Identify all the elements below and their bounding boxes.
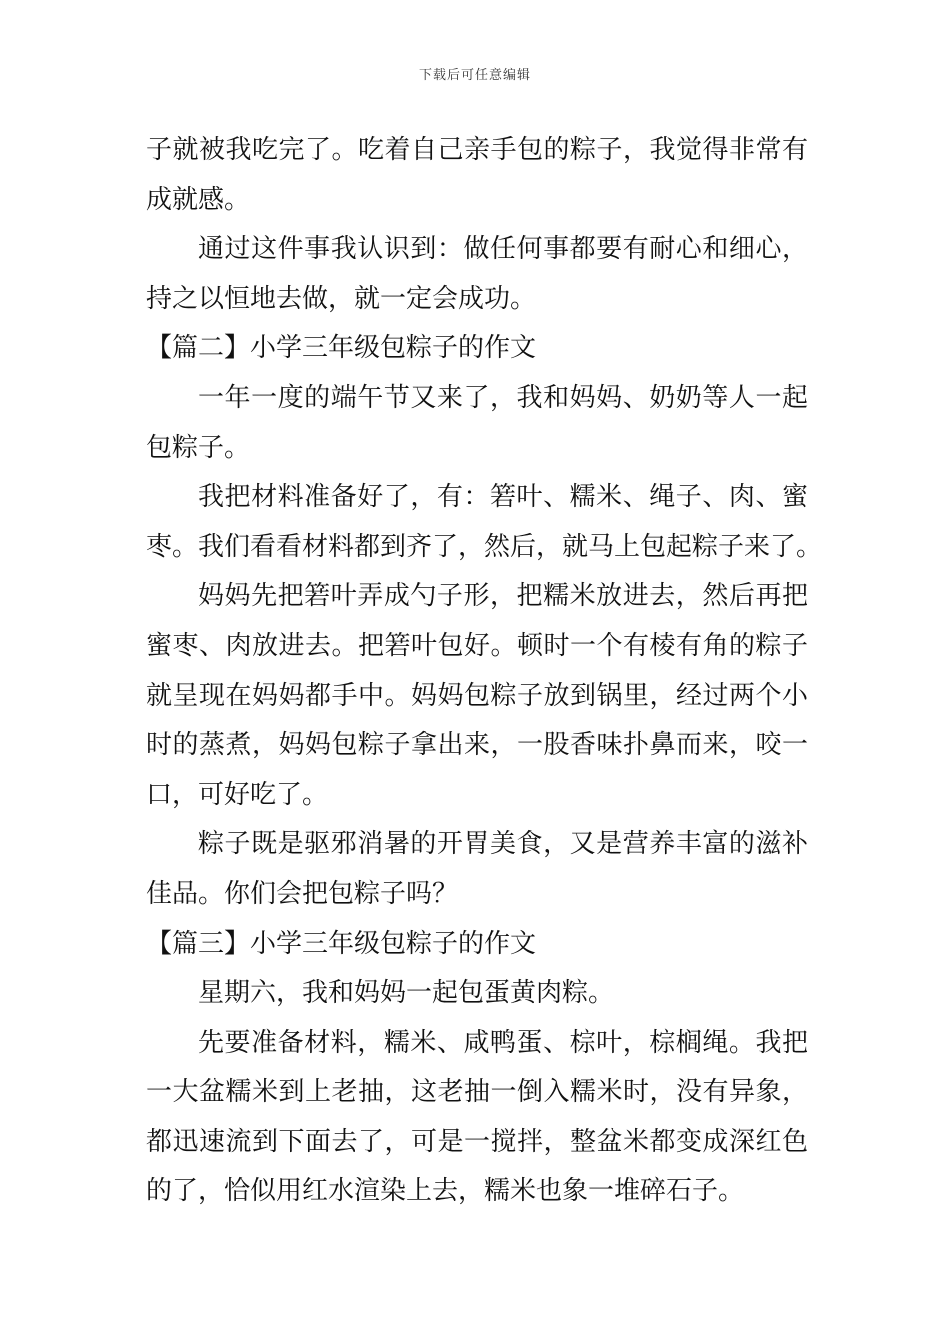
paragraph-start-line: 星期六，我和妈妈一起包蛋黄肉粽。: [198, 978, 615, 1009]
section-heading: 【篇二】小学三年级包粽子的作文: [146, 333, 537, 364]
text-line: 时的蒸煮，妈妈包粽子拿出来，一股香味扑鼻而来，咬一: [146, 730, 808, 761]
section-heading: 【篇三】小学三年级包粽子的作文: [146, 928, 537, 959]
document-body: [146, 126, 823, 1217]
text-line: 佳品。你们会把包粽子吗？: [146, 878, 459, 909]
paragraph-start-line: 一年一度的端午节又来了，我和妈妈、奶奶等人一起: [198, 382, 808, 413]
paragraph-start-line: 粽子既是驱邪消暑的开胃美食，又是营养丰富的滋补: [198, 829, 808, 860]
paragraph-start-line: 先要准备材料，糯米、咸鸭蛋、棕叶，棕榈绳。我把: [198, 1027, 808, 1058]
text-line: 一大盆糯米到上老抽，这老抽一倒入糯米时，没有异象，: [146, 1077, 808, 1108]
text-line: 蜜枣、肉放进去。把箬叶包好。顿时一个有棱有角的粽子: [146, 630, 808, 661]
paragraph-start-line: 我把材料准备好了，有：箬叶、糯米、绳子、肉、蜜: [198, 482, 808, 513]
text-line: 枣。我们看看材料都到齐了，然后，就马上包起粽子来了。: [146, 531, 823, 562]
text-line: 就呈现在妈妈都手中。妈妈包粽子放到锅里，经过两个小: [146, 680, 808, 711]
text-line: 子就被我吃完了。吃着自己亲手包的粽子，我觉得非常有: [146, 135, 808, 165]
paragraph-start-line: 妈妈先把箬叶弄成勺子形，把糯米放进去，然后再把: [198, 581, 808, 612]
text-line: 包粽子。: [146, 432, 251, 463]
text-line: 口，可好吃了。: [146, 779, 329, 810]
text-line: 都迅速流到下面去了，可是一搅拌，整盆米都变成深红色: [146, 1126, 808, 1157]
paragraph-start-line: 通过这件事我认识到：做任何事都要有耐心和细心，: [198, 234, 808, 265]
text-line: 的了，恰似用红水渲染上去，糯米也象一堆碎石子。: [146, 1176, 745, 1207]
text-line: 持之以恒地去做，就一定会成功。: [146, 283, 537, 314]
text-line: 成就感。: [146, 184, 251, 215]
page-header: 下载后可任意编辑: [418, 68, 531, 83]
